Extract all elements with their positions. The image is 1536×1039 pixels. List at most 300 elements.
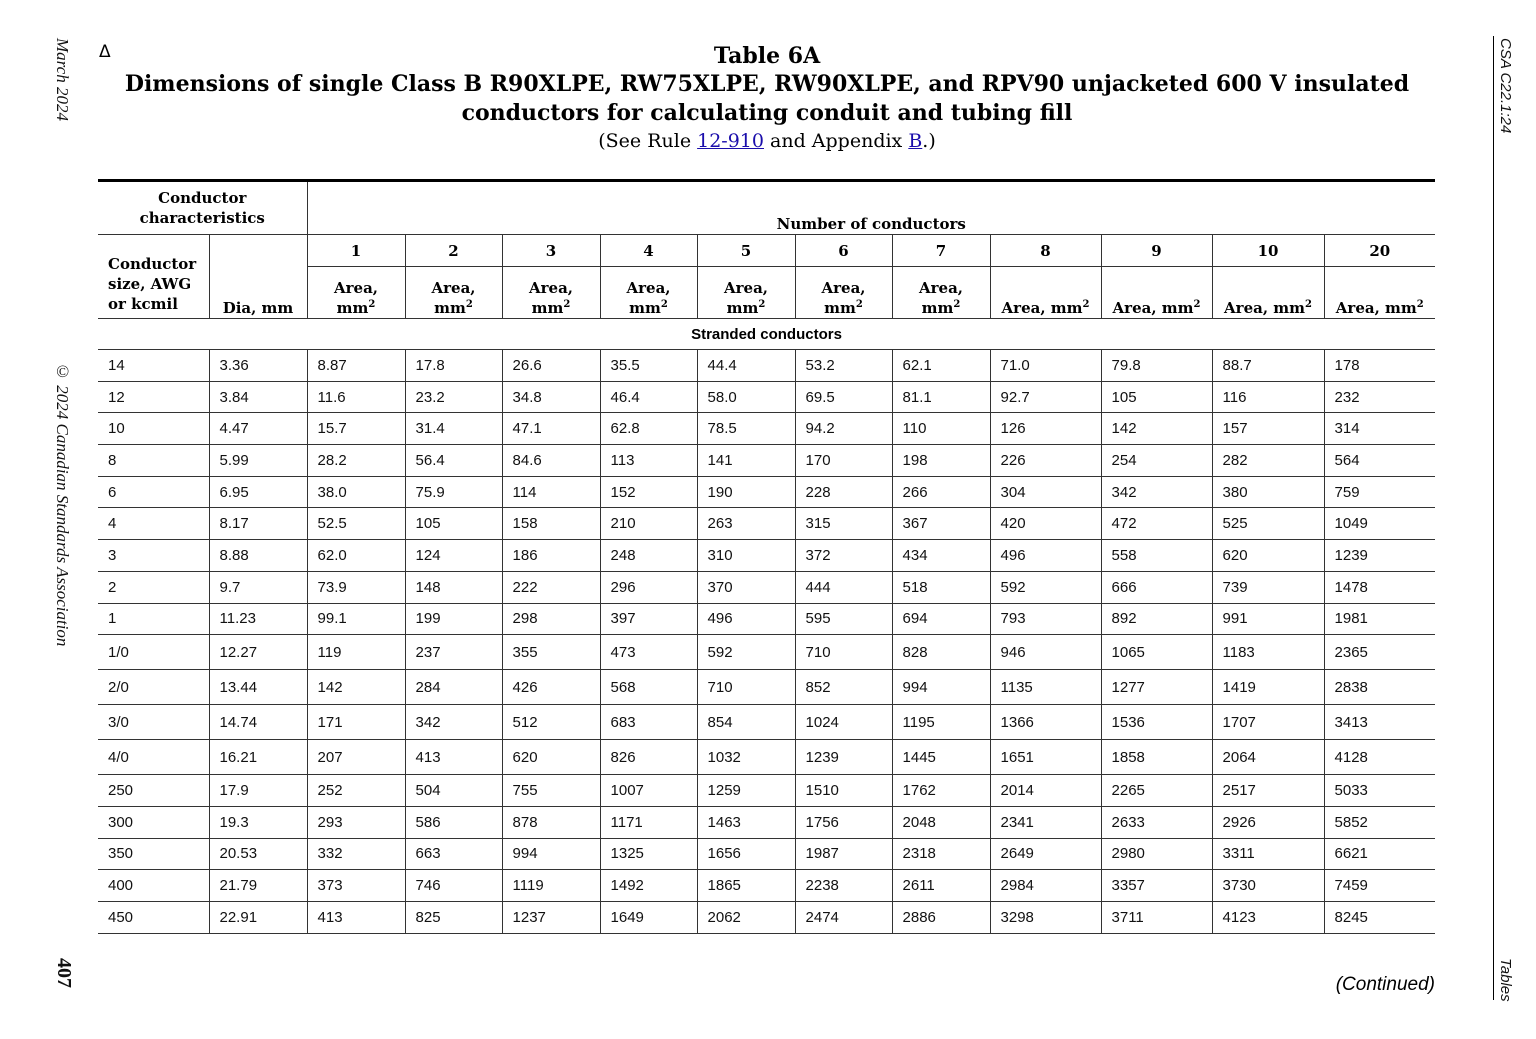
cell-area-7: 2318 bbox=[892, 838, 990, 870]
cell-diameter: 8.88 bbox=[209, 540, 307, 572]
cell-area-6: 1756 bbox=[795, 806, 892, 838]
continued-note: (Continued) bbox=[1335, 974, 1435, 995]
cell-area-1: 293 bbox=[307, 806, 405, 838]
reference-suffix: .) bbox=[922, 130, 936, 152]
cell-area-2: 148 bbox=[405, 571, 502, 603]
cell-area-8: 592 bbox=[990, 571, 1101, 603]
cell-area-8: 946 bbox=[990, 635, 1101, 670]
cell-area-20: 6621 bbox=[1324, 838, 1435, 870]
cell-area-9: 2633 bbox=[1101, 806, 1212, 838]
area-exponent: 2 bbox=[758, 299, 766, 310]
cell-area-8: 1135 bbox=[990, 670, 1101, 705]
cell-conductor-size: 350 bbox=[98, 838, 209, 870]
cell-area-1: 332 bbox=[307, 838, 405, 870]
cell-area-10: 991 bbox=[1212, 603, 1324, 635]
cell-area-9: 3711 bbox=[1101, 901, 1212, 933]
cell-area-2: 413 bbox=[405, 740, 502, 775]
cell-area-20: 4128 bbox=[1324, 740, 1435, 775]
cell-area-1: 15.7 bbox=[307, 413, 405, 445]
cell-area-10: 157 bbox=[1212, 413, 1324, 445]
table-row bbox=[98, 705, 1435, 740]
cell-area-9: 666 bbox=[1101, 571, 1212, 603]
area-label: Area, mm bbox=[334, 279, 379, 317]
table-row bbox=[98, 476, 1435, 508]
cell-area-1: 99.1 bbox=[307, 603, 405, 635]
cell-area-5: 2062 bbox=[697, 901, 795, 933]
header-count-8: 8 bbox=[990, 235, 1101, 267]
cell-area-2: 31.4 bbox=[405, 413, 502, 445]
cell-area-20: 2365 bbox=[1324, 635, 1435, 670]
cell-area-4: 568 bbox=[600, 670, 697, 705]
cell-area-10: 2064 bbox=[1212, 740, 1324, 775]
cell-area-7: 81.1 bbox=[892, 381, 990, 413]
header-area-unit bbox=[405, 267, 502, 319]
cell-area-7: 198 bbox=[892, 445, 990, 477]
table-row bbox=[98, 381, 1435, 413]
area-exponent: 2 bbox=[660, 299, 668, 310]
cell-area-1: 8.87 bbox=[307, 350, 405, 382]
cell-area-1: 73.9 bbox=[307, 571, 405, 603]
cell-area-7: 2048 bbox=[892, 806, 990, 838]
cell-area-5: 310 bbox=[697, 540, 795, 572]
area-label: Area, mm bbox=[1112, 299, 1194, 317]
cell-area-10: 3730 bbox=[1212, 870, 1324, 902]
cell-area-9: 472 bbox=[1101, 508, 1212, 540]
cell-diameter: 19.3 bbox=[209, 806, 307, 838]
header-count-9: 9 bbox=[1101, 235, 1212, 267]
table-reference bbox=[98, 128, 1436, 154]
cell-area-4: 113 bbox=[600, 445, 697, 477]
cell-conductor-size: 10 bbox=[98, 413, 209, 445]
cell-area-4: 683 bbox=[600, 705, 697, 740]
cell-conductor-size: 450 bbox=[98, 901, 209, 933]
cell-area-20: 1478 bbox=[1324, 571, 1435, 603]
header-count-7: 7 bbox=[892, 235, 990, 267]
cell-area-2: 17.8 bbox=[405, 350, 502, 382]
cell-area-3: 158 bbox=[502, 508, 600, 540]
area-label: Area, mm bbox=[1224, 299, 1306, 317]
cell-area-5: 1865 bbox=[697, 870, 795, 902]
cell-area-2: 199 bbox=[405, 603, 502, 635]
cell-area-2: 504 bbox=[405, 775, 502, 807]
cell-area-4: 1492 bbox=[600, 870, 697, 902]
cell-conductor-size: 8 bbox=[98, 445, 209, 477]
cell-area-20: 5033 bbox=[1324, 775, 1435, 807]
cell-area-3: 994 bbox=[502, 838, 600, 870]
cell-area-1: 52.5 bbox=[307, 508, 405, 540]
cell-area-3: 512 bbox=[502, 705, 600, 740]
area-label: Area, mm bbox=[724, 279, 769, 317]
cell-area-6: 372 bbox=[795, 540, 892, 572]
cell-diameter: 4.47 bbox=[209, 413, 307, 445]
cell-area-3: 620 bbox=[502, 740, 600, 775]
cell-area-3: 298 bbox=[502, 603, 600, 635]
cell-area-9: 342 bbox=[1101, 476, 1212, 508]
cell-area-5: 1259 bbox=[697, 775, 795, 807]
cell-area-10: 525 bbox=[1212, 508, 1324, 540]
cell-area-6: 94.2 bbox=[795, 413, 892, 445]
cell-area-2: 237 bbox=[405, 635, 502, 670]
cell-area-4: 826 bbox=[600, 740, 697, 775]
table-row bbox=[98, 508, 1435, 540]
cell-area-10: 739 bbox=[1212, 571, 1324, 603]
header-area-unit bbox=[795, 267, 892, 319]
table-row bbox=[98, 806, 1435, 838]
cell-area-7: 434 bbox=[892, 540, 990, 572]
header-area-unit bbox=[307, 267, 405, 319]
table-row bbox=[98, 838, 1435, 870]
cell-area-9: 1065 bbox=[1101, 635, 1212, 670]
cell-area-6: 53.2 bbox=[795, 350, 892, 382]
cell-conductor-size: 14 bbox=[98, 350, 209, 382]
area-exponent: 2 bbox=[465, 299, 473, 310]
cell-area-7: 694 bbox=[892, 603, 990, 635]
margin-standard-id: CSA C22.1:24 bbox=[1497, 38, 1514, 134]
header-count-5: 5 bbox=[697, 235, 795, 267]
area-exponent: 2 bbox=[953, 299, 961, 310]
cell-area-8: 2984 bbox=[990, 870, 1101, 902]
cell-area-1: 413 bbox=[307, 901, 405, 933]
header-count-2: 2 bbox=[405, 235, 502, 267]
cell-area-7: 2886 bbox=[892, 901, 990, 933]
cell-area-20: 564 bbox=[1324, 445, 1435, 477]
cell-conductor-size: 6 bbox=[98, 476, 209, 508]
header-count-6: 6 bbox=[795, 235, 892, 267]
cell-area-5: 1463 bbox=[697, 806, 795, 838]
cell-area-5: 1656 bbox=[697, 838, 795, 870]
cell-area-20: 3413 bbox=[1324, 705, 1435, 740]
cell-area-2: 342 bbox=[405, 705, 502, 740]
cell-area-3: 84.6 bbox=[502, 445, 600, 477]
cell-area-7: 266 bbox=[892, 476, 990, 508]
cell-area-5: 263 bbox=[697, 508, 795, 540]
cell-area-10: 1419 bbox=[1212, 670, 1324, 705]
cell-area-6: 595 bbox=[795, 603, 892, 635]
cell-area-1: 62.0 bbox=[307, 540, 405, 572]
cell-area-6: 315 bbox=[795, 508, 892, 540]
header-count-4: 4 bbox=[600, 235, 697, 267]
cell-area-9: 2265 bbox=[1101, 775, 1212, 807]
area-label: Area, mm bbox=[821, 279, 866, 317]
cell-area-1: 142 bbox=[307, 670, 405, 705]
cell-area-9: 892 bbox=[1101, 603, 1212, 635]
cell-area-2: 56.4 bbox=[405, 445, 502, 477]
appendix-link[interactable]: B bbox=[908, 130, 923, 152]
margin-date: March 2024 bbox=[53, 38, 72, 121]
cell-area-1: 38.0 bbox=[307, 476, 405, 508]
header-count-3: 3 bbox=[502, 235, 600, 267]
header-diameter: Dia, mm bbox=[209, 235, 307, 319]
cell-conductor-size: 250 bbox=[98, 775, 209, 807]
cell-conductor-size: 3/0 bbox=[98, 705, 209, 740]
header-conductor-size: Conductor size, AWG or kcmil bbox=[98, 235, 209, 319]
cell-area-8: 2014 bbox=[990, 775, 1101, 807]
cell-conductor-size: 2/0 bbox=[98, 670, 209, 705]
cell-diameter: 21.79 bbox=[209, 870, 307, 902]
cell-area-6: 852 bbox=[795, 670, 892, 705]
cell-area-1: 207 bbox=[307, 740, 405, 775]
header-area-unit bbox=[1212, 267, 1324, 319]
cell-area-2: 124 bbox=[405, 540, 502, 572]
header-count-1: 1 bbox=[307, 235, 405, 267]
table-number: Table 6A bbox=[713, 43, 821, 69]
cell-area-8: 2649 bbox=[990, 838, 1101, 870]
header-count-20: 20 bbox=[1324, 235, 1435, 267]
cell-area-7: 1445 bbox=[892, 740, 990, 775]
cell-area-5: 1032 bbox=[697, 740, 795, 775]
table-row bbox=[98, 350, 1435, 382]
header-area-unit bbox=[697, 267, 795, 319]
table-row bbox=[98, 775, 1435, 807]
header-area-unit bbox=[1101, 267, 1212, 319]
area-label: Area, mm bbox=[431, 279, 476, 317]
cell-diameter: 12.27 bbox=[209, 635, 307, 670]
cell-area-9: 1277 bbox=[1101, 670, 1212, 705]
cell-area-20: 8245 bbox=[1324, 901, 1435, 933]
cell-area-10: 3311 bbox=[1212, 838, 1324, 870]
cell-area-3: 34.8 bbox=[502, 381, 600, 413]
table-row bbox=[98, 870, 1435, 902]
cell-area-3: 26.6 bbox=[502, 350, 600, 382]
margin-section-name: Tables bbox=[1497, 958, 1514, 1002]
cell-area-4: 1649 bbox=[600, 901, 697, 933]
cell-area-5: 78.5 bbox=[697, 413, 795, 445]
area-label: Area, mm bbox=[529, 279, 574, 317]
cell-area-9: 142 bbox=[1101, 413, 1212, 445]
conductor-dimensions-table bbox=[98, 179, 1435, 934]
cell-area-8: 793 bbox=[990, 603, 1101, 635]
table-row bbox=[98, 635, 1435, 670]
cell-area-7: 367 bbox=[892, 508, 990, 540]
cell-area-1: 171 bbox=[307, 705, 405, 740]
table-row bbox=[98, 540, 1435, 572]
cell-area-5: 44.4 bbox=[697, 350, 795, 382]
cell-area-7: 518 bbox=[892, 571, 990, 603]
margin-copyright: © 2024 Canadian Standards Association bbox=[53, 362, 72, 647]
cell-conductor-size: 2 bbox=[98, 571, 209, 603]
cell-diameter: 5.99 bbox=[209, 445, 307, 477]
cell-area-4: 473 bbox=[600, 635, 697, 670]
cell-area-4: 35.5 bbox=[600, 350, 697, 382]
cell-area-7: 2611 bbox=[892, 870, 990, 902]
table-row bbox=[98, 413, 1435, 445]
cell-area-7: 110 bbox=[892, 413, 990, 445]
cell-area-7: 1195 bbox=[892, 705, 990, 740]
cell-area-20: 1049 bbox=[1324, 508, 1435, 540]
cell-area-4: 397 bbox=[600, 603, 697, 635]
cell-area-6: 444 bbox=[795, 571, 892, 603]
page-number: 407 bbox=[53, 958, 75, 988]
cell-area-2: 586 bbox=[405, 806, 502, 838]
cell-area-3: 186 bbox=[502, 540, 600, 572]
table-row bbox=[98, 670, 1435, 705]
area-label: Area, mm bbox=[626, 279, 671, 317]
table-row bbox=[98, 901, 1435, 933]
cell-conductor-size: 4 bbox=[98, 508, 209, 540]
cell-area-9: 79.8 bbox=[1101, 350, 1212, 382]
cell-diameter: 16.21 bbox=[209, 740, 307, 775]
header-number-of-conductors: Number of conductors bbox=[307, 181, 1435, 235]
cell-area-20: 314 bbox=[1324, 413, 1435, 445]
cell-area-7: 62.1 bbox=[892, 350, 990, 382]
cell-area-6: 1987 bbox=[795, 838, 892, 870]
cell-area-6: 1510 bbox=[795, 775, 892, 807]
cell-area-10: 2926 bbox=[1212, 806, 1324, 838]
cell-area-20: 759 bbox=[1324, 476, 1435, 508]
cell-area-10: 1707 bbox=[1212, 705, 1324, 740]
cell-area-3: 222 bbox=[502, 571, 600, 603]
header-area-unit bbox=[990, 267, 1101, 319]
cell-area-2: 105 bbox=[405, 508, 502, 540]
cell-diameter: 22.91 bbox=[209, 901, 307, 933]
cell-area-8: 304 bbox=[990, 476, 1101, 508]
cell-area-10: 2517 bbox=[1212, 775, 1324, 807]
cell-diameter: 6.95 bbox=[209, 476, 307, 508]
cell-conductor-size: 300 bbox=[98, 806, 209, 838]
cell-area-3: 47.1 bbox=[502, 413, 600, 445]
table-row bbox=[98, 603, 1435, 635]
cell-area-8: 92.7 bbox=[990, 381, 1101, 413]
area-exponent: 2 bbox=[1416, 299, 1424, 310]
cell-area-2: 75.9 bbox=[405, 476, 502, 508]
cell-area-2: 23.2 bbox=[405, 381, 502, 413]
cell-area-4: 1171 bbox=[600, 806, 697, 838]
cell-area-3: 426 bbox=[502, 670, 600, 705]
cell-area-5: 592 bbox=[697, 635, 795, 670]
cell-area-8: 126 bbox=[990, 413, 1101, 445]
cell-area-8: 3298 bbox=[990, 901, 1101, 933]
cell-area-20: 5852 bbox=[1324, 806, 1435, 838]
cell-area-9: 105 bbox=[1101, 381, 1212, 413]
cell-area-4: 1325 bbox=[600, 838, 697, 870]
cell-area-4: 296 bbox=[600, 571, 697, 603]
area-label: Area, mm bbox=[1001, 299, 1083, 317]
cell-area-10: 116 bbox=[1212, 381, 1324, 413]
cell-area-20: 1981 bbox=[1324, 603, 1435, 635]
cell-area-3: 878 bbox=[502, 806, 600, 838]
cell-diameter: 17.9 bbox=[209, 775, 307, 807]
header-count-10: 10 bbox=[1212, 235, 1324, 267]
cell-area-10: 380 bbox=[1212, 476, 1324, 508]
cell-area-6: 228 bbox=[795, 476, 892, 508]
cell-area-20: 7459 bbox=[1324, 870, 1435, 902]
cell-diameter: 3.36 bbox=[209, 350, 307, 382]
cell-area-20: 2838 bbox=[1324, 670, 1435, 705]
cell-area-10: 4123 bbox=[1212, 901, 1324, 933]
cell-area-10: 282 bbox=[1212, 445, 1324, 477]
table-row bbox=[98, 571, 1435, 603]
cell-area-7: 994 bbox=[892, 670, 990, 705]
area-exponent: 2 bbox=[368, 299, 376, 310]
area-label: Area, mm bbox=[919, 279, 964, 317]
cell-diameter: 20.53 bbox=[209, 838, 307, 870]
cell-area-1: 119 bbox=[307, 635, 405, 670]
cell-area-10: 88.7 bbox=[1212, 350, 1324, 382]
cell-diameter: 8.17 bbox=[209, 508, 307, 540]
header-area-unit bbox=[892, 267, 990, 319]
cell-area-1: 373 bbox=[307, 870, 405, 902]
header-area-unit bbox=[600, 267, 697, 319]
cell-area-7: 828 bbox=[892, 635, 990, 670]
cell-conductor-size: 1/0 bbox=[98, 635, 209, 670]
rule-link[interactable]: 12-910 bbox=[697, 130, 764, 152]
cell-area-6: 170 bbox=[795, 445, 892, 477]
cell-diameter: 14.74 bbox=[209, 705, 307, 740]
cell-area-9: 1858 bbox=[1101, 740, 1212, 775]
cell-diameter: 3.84 bbox=[209, 381, 307, 413]
cell-area-8: 496 bbox=[990, 540, 1101, 572]
section-stranded-conductors: Stranded conductors bbox=[98, 319, 1435, 350]
cell-area-2: 746 bbox=[405, 870, 502, 902]
change-marker-icon: Δ bbox=[99, 42, 111, 62]
cell-area-8: 420 bbox=[990, 508, 1101, 540]
cell-area-4: 62.8 bbox=[600, 413, 697, 445]
cell-area-4: 248 bbox=[600, 540, 697, 572]
cell-area-3: 114 bbox=[502, 476, 600, 508]
cell-area-7: 1762 bbox=[892, 775, 990, 807]
area-exponent: 2 bbox=[1193, 299, 1201, 310]
cell-area-6: 2474 bbox=[795, 901, 892, 933]
area-label: Area, mm bbox=[1335, 299, 1417, 317]
cell-area-1: 28.2 bbox=[307, 445, 405, 477]
cell-conductor-size: 1 bbox=[98, 603, 209, 635]
cell-conductor-size: 3 bbox=[98, 540, 209, 572]
cell-area-4: 46.4 bbox=[600, 381, 697, 413]
cell-area-5: 496 bbox=[697, 603, 795, 635]
cell-area-6: 1239 bbox=[795, 740, 892, 775]
area-exponent: 2 bbox=[1305, 299, 1312, 310]
cell-conductor-size: 4/0 bbox=[98, 740, 209, 775]
cell-diameter: 13.44 bbox=[209, 670, 307, 705]
cell-area-2: 663 bbox=[405, 838, 502, 870]
table-row bbox=[98, 740, 1435, 775]
cell-area-9: 558 bbox=[1101, 540, 1212, 572]
area-exponent: 2 bbox=[1082, 299, 1090, 310]
cell-area-8: 1651 bbox=[990, 740, 1101, 775]
cell-area-2: 284 bbox=[405, 670, 502, 705]
cell-diameter: 9.7 bbox=[209, 571, 307, 603]
cell-area-5: 58.0 bbox=[697, 381, 795, 413]
table-title: Dimensions of single Class B R90XLPE, RW75XLPE, RW90XLPE, and RPV90 unjacketed 600 V insulated conductors for calculating conduit and tubing fill bbox=[124, 71, 1410, 126]
table-heading bbox=[98, 42, 1436, 154]
cell-conductor-size: 12 bbox=[98, 381, 209, 413]
cell-area-5: 141 bbox=[697, 445, 795, 477]
cell-area-20: 178 bbox=[1324, 350, 1435, 382]
cell-area-8: 71.0 bbox=[990, 350, 1101, 382]
cell-area-4: 210 bbox=[600, 508, 697, 540]
area-exponent: 2 bbox=[855, 299, 863, 310]
cell-area-5: 854 bbox=[697, 705, 795, 740]
cell-area-20: 1239 bbox=[1324, 540, 1435, 572]
cell-area-9: 2980 bbox=[1101, 838, 1212, 870]
cell-area-5: 370 bbox=[697, 571, 795, 603]
cell-area-3: 1119 bbox=[502, 870, 600, 902]
cell-area-1: 11.6 bbox=[307, 381, 405, 413]
cell-area-5: 190 bbox=[697, 476, 795, 508]
cell-area-10: 620 bbox=[1212, 540, 1324, 572]
cell-diameter: 11.23 bbox=[209, 603, 307, 635]
cell-area-20: 232 bbox=[1324, 381, 1435, 413]
cell-area-3: 755 bbox=[502, 775, 600, 807]
cell-area-2: 825 bbox=[405, 901, 502, 933]
cell-area-6: 1024 bbox=[795, 705, 892, 740]
cell-area-10: 1183 bbox=[1212, 635, 1324, 670]
cell-area-6: 710 bbox=[795, 635, 892, 670]
cell-conductor-size: 400 bbox=[98, 870, 209, 902]
cell-area-4: 1007 bbox=[600, 775, 697, 807]
reference-prefix: (See Rule bbox=[598, 130, 698, 152]
cell-area-9: 1536 bbox=[1101, 705, 1212, 740]
